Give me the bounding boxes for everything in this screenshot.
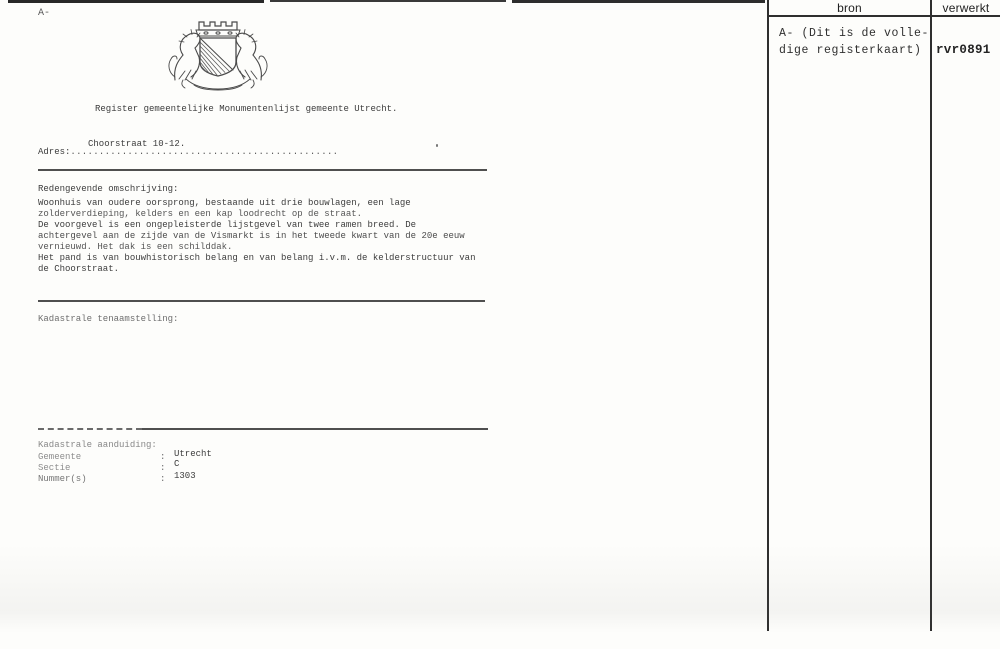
aanduiding-row-separator: : <box>160 474 166 484</box>
card-title: Register gemeentelijke Monumentenlijst gemeente Utrecht. <box>95 104 398 114</box>
adres-value: Choorstraat 10-12. <box>88 139 186 149</box>
tenaamstelling-heading: Kadastrale tenaamstelling: <box>38 314 179 324</box>
omschrijving-line: Het pand is van bouwhistorisch belang en van belang i.v.m. de kelderstructuur van <box>38 253 476 263</box>
verwerkt-code: rvr0891 <box>936 43 991 57</box>
scan-streak <box>270 0 506 2</box>
utrecht-coat-of-arms-icon <box>159 16 277 92</box>
scan-shading <box>0 545 1000 633</box>
omschrijving-line: vernieuwd. Het dak is een schilddak. <box>38 242 233 252</box>
column-header-bron: bron <box>837 1 862 15</box>
scan-streak <box>512 0 765 3</box>
bron-note-line2: dige registerkaart) <box>779 44 922 57</box>
divider-rule <box>142 428 488 430</box>
omschrijving-paragraph <box>38 198 508 275</box>
aanduiding-row-separator: : <box>160 463 166 473</box>
scan-streak <box>8 0 264 3</box>
adres-label: Adres: <box>38 147 71 157</box>
column-header-verwerkt: verwerkt <box>942 1 990 15</box>
omschrijving-line: zolderverdieping, kelders en een kap loodrecht op de straat. <box>38 209 363 219</box>
margin-table-left-border <box>767 0 769 631</box>
divider-rule <box>38 169 487 171</box>
adres-dotted-line: ............................................... <box>70 147 339 157</box>
aanduiding-heading: Kadastrale aanduiding: <box>38 440 157 450</box>
aanduiding-row-value: C <box>174 459 180 469</box>
aanduiding-row-label: Gemeente <box>38 452 82 462</box>
bron-note-line1: A- (Dit is de volle- <box>779 27 930 40</box>
omschrijving-line: Woonhuis van oudere oorsprong, bestaande uit drie bouwlagen, een lage <box>38 198 411 208</box>
aanduiding-row-label: Nummer(s) <box>38 474 87 484</box>
omschrijving-line: De voorgevel is een ongepleisterde lijstgevel van twee ramen breed. De <box>38 220 417 230</box>
aanduiding-row-label: Sectie <box>38 463 71 473</box>
omschrijving-heading: Redengevende omschrijving: <box>38 184 179 194</box>
divider-rule <box>38 428 142 430</box>
aanduiding-row-value: Utrecht <box>174 449 212 459</box>
scan-speck <box>436 144 438 147</box>
corner-mark: A- <box>38 8 51 19</box>
adres-row <box>38 147 338 158</box>
omschrijving-line: achtergevel aan de zijde van de Vismarkt is in het tweede kwart van de 20e eeuw <box>38 231 465 241</box>
margin-table-header-rule <box>767 15 1000 17</box>
divider-rule <box>38 300 485 302</box>
margin-table-column-divider <box>930 0 932 631</box>
aanduiding-row-value: 1303 <box>174 471 196 481</box>
aanduiding-row-separator: : <box>160 452 166 462</box>
omschrijving-line: de Choorstraat. <box>38 264 120 274</box>
